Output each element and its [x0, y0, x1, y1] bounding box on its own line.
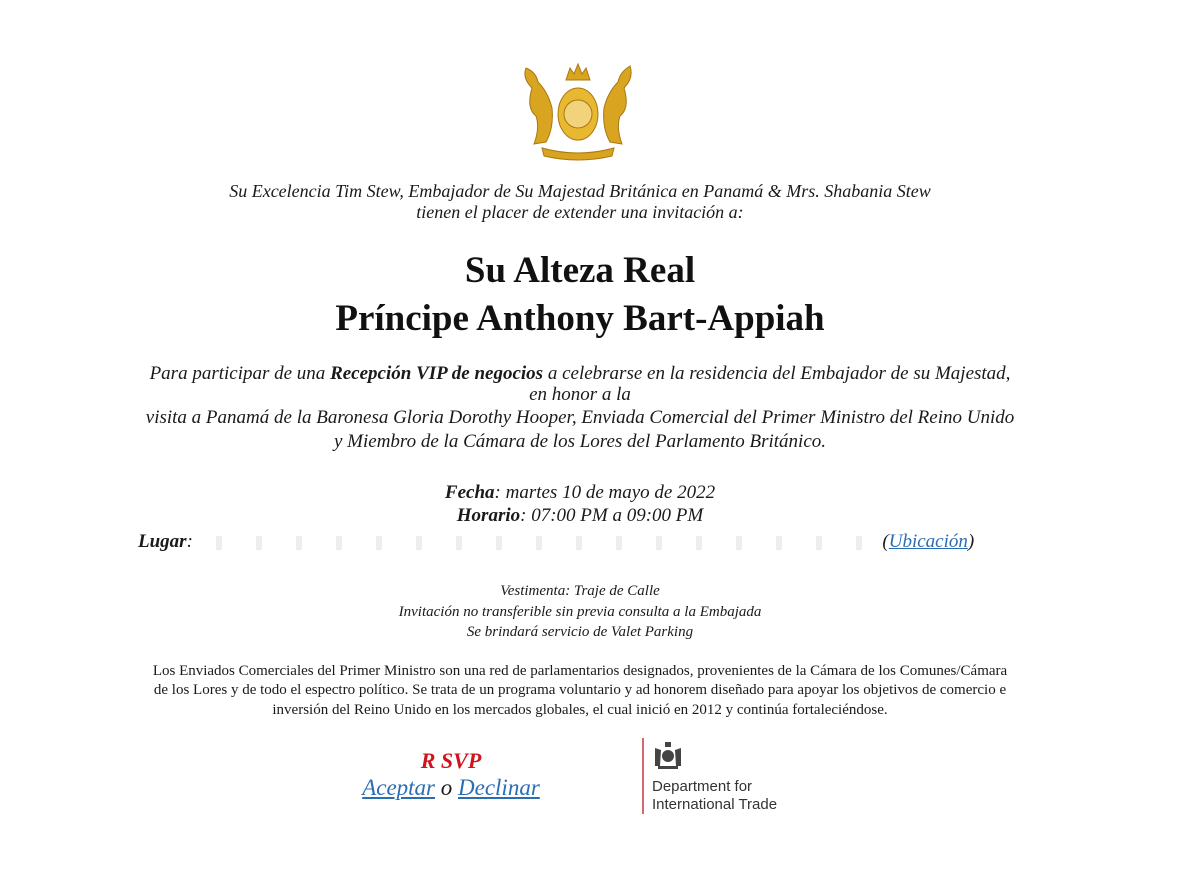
- royal-coat-of-arms-icon: [512, 58, 644, 162]
- body-line-1: [0, 363, 1160, 385]
- rsvp-label: R SVP: [420, 748, 482, 773]
- footer-line-3: inversión del Reino Unido en los mercados globales, el cual inició en 2012 y continúa fortaleciéndose.: [272, 702, 888, 718]
- logo-divider: [642, 738, 644, 814]
- intro-line-1: Su Excelencia Tim Stew, Embajador de Su Majestad Británica en Panamá & Mrs. Shabania Stew: [229, 181, 931, 201]
- decline-link[interactable]: Declinar: [458, 775, 540, 800]
- date-label: Fecha: [444, 482, 495, 503]
- time-line: Horario: 07:00 PM a 09:00 PM: [456, 505, 704, 526]
- rsvp-actions: [330, 775, 572, 801]
- footer-line-1: Los Enviados Comerciales del Primer Ministro son una red de parlamentarios designados, provenientes de la Cámara de los Comunes/Cámara: [152, 663, 1008, 679]
- body-line-4: y Miembro de la Cámara de los Lores del Parlamento Británico.: [333, 431, 826, 452]
- note-parking: Se brindará servicio de Valet Parking: [466, 624, 694, 640]
- guest-title: Su Alteza Real: [464, 250, 696, 291]
- body-text: Para participar de una: [149, 363, 331, 384]
- redacted-address: [198, 536, 878, 550]
- guest-name: Príncipe Anthony Bart-Appiah: [335, 298, 825, 339]
- intro-line-2: tienen el placer de extender una invitación a:: [416, 202, 744, 222]
- footer-line-2: de los Lores y de todo el espectro político. Se trata de un programa voluntario y ad honorem diseñado para apoyar los objetivos de comercio e: [153, 682, 1007, 698]
- body-text: a celebrarse en la residencia del Embajador de su Majestad,: [543, 363, 1011, 384]
- royal-crest-small-icon: [652, 740, 684, 770]
- time-value: 07:00 PM a 09:00 PM: [531, 505, 704, 526]
- date-line: Fecha: martes 10 de mayo de 2022: [444, 482, 716, 503]
- event-name: Recepción VIP de negocios: [330, 363, 544, 384]
- dit-logo: [642, 738, 812, 816]
- logo-text-line-1: Department for: [652, 778, 753, 795]
- body-line-3: visita a Panamá de la Baronesa Gloria Dorothy Hooper, Enviada Comercial del Primer Ministro del Reino Unido: [145, 407, 1015, 428]
- rsvp-or: o: [440, 775, 453, 800]
- time-label: Horario: [456, 505, 521, 526]
- date-value: martes 10 de mayo de 2022: [505, 482, 716, 503]
- location-link[interactable]: Ubicación: [888, 531, 968, 552]
- logo-text-line-2: International Trade: [652, 796, 778, 813]
- place-label: Lugar: [138, 531, 187, 552]
- note-transfer: Invitación no transferible sin previa consulta a la Embajada: [398, 604, 762, 620]
- note-dress-code: Vestimenta: Traje de Calle: [500, 583, 660, 599]
- accept-link[interactable]: Aceptar: [362, 775, 436, 800]
- body-line-2: en honor a la: [529, 384, 631, 405]
- place-line: Lugar: (Ubicación): [138, 531, 975, 552]
